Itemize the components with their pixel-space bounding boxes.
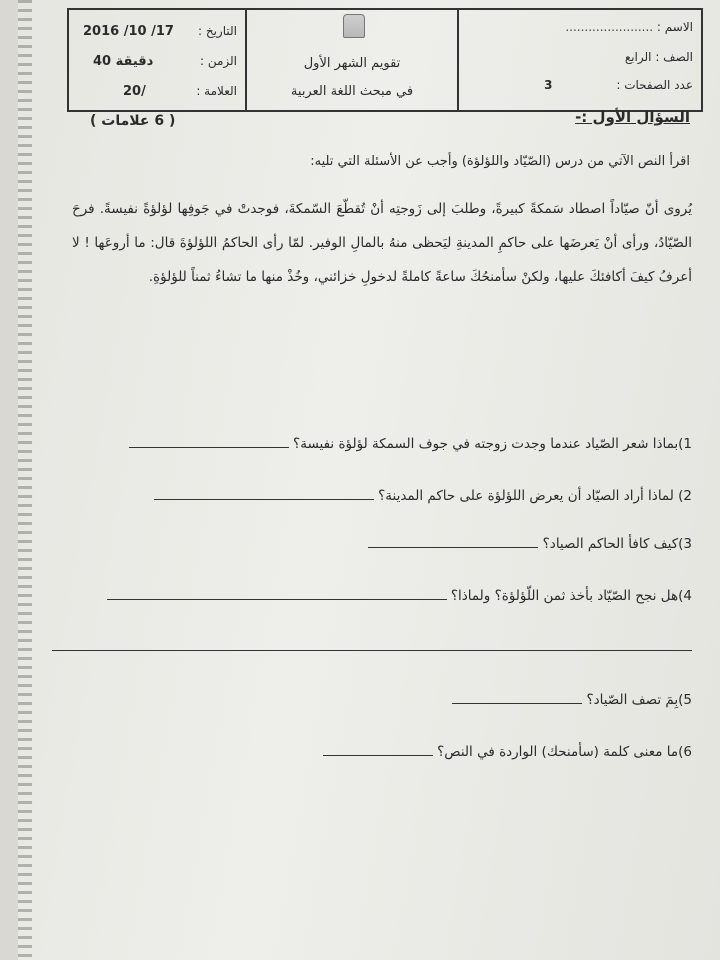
time-label: الزمن :: [199, 54, 237, 68]
school-logo: [343, 14, 365, 38]
exam-subject: في مبحث اللغة العربية: [290, 84, 414, 99]
question-4: [107, 588, 692, 604]
name-dots: .......................: [565, 20, 654, 34]
question-6-text: 6)ما معنى كلمة (سأمنحك) الواردة في النص؟: [437, 744, 692, 760]
question-3: [368, 536, 692, 552]
pages-row: [469, 78, 693, 92]
question-2-text: 2) لماذا أراد الصيّاد أن يعرض اللؤلؤة على حاكم المدينة؟: [378, 488, 692, 504]
header-table: [67, 8, 703, 112]
class-label: الصف : الرابع: [624, 50, 693, 64]
question-2: [154, 488, 692, 504]
question-instruction: اقرأ النص الآتي من درس (الصّيّاد واللؤلؤة) وأجب عن الأسئلة التي تليه:: [310, 154, 690, 169]
exam-title: تقويم الشهر الأول: [303, 56, 401, 71]
answer-line-6[interactable]: [323, 745, 433, 756]
answer-line-1[interactable]: [129, 437, 289, 448]
score-row: [69, 84, 245, 108]
question-heading: السؤال الأول :-: [575, 108, 690, 126]
question-3-text: 3)كيف كافأ الحاكم الصياد؟: [542, 536, 692, 552]
question-1: [129, 436, 692, 452]
notebook-spiral: [18, 0, 32, 960]
date-row: [69, 24, 245, 48]
pages-label: عدد الصفحات :: [616, 78, 693, 92]
time-value: 40 دقيقة: [93, 54, 154, 69]
date-label: التاريخ :: [197, 24, 237, 38]
answer-line-3[interactable]: [368, 537, 538, 548]
answer-line-4b[interactable]: [52, 650, 692, 651]
score-label: العلامة :: [196, 84, 237, 98]
header-info-cell: [69, 10, 247, 110]
header-student-cell: [459, 10, 701, 110]
answer-line-2[interactable]: [154, 489, 374, 500]
question-marks: ( 6 علامات ): [90, 113, 176, 129]
answer-line-4[interactable]: [107, 589, 447, 600]
score-value: 20/: [123, 84, 146, 99]
question-5-text: 5)بِمَ تصف الصّياد؟: [586, 692, 692, 708]
name-row: [469, 20, 693, 34]
header-title-cell: [247, 10, 459, 110]
name-label: الاسم :: [656, 20, 693, 34]
date-value: 2016 /10 /17: [83, 24, 174, 39]
exam-paper: [18, 0, 720, 960]
answer-line-5[interactable]: [452, 693, 582, 704]
pages-value: 3: [544, 78, 553, 92]
question-5: [452, 692, 692, 708]
question-6: [323, 744, 692, 760]
reading-passage: يُروى أنّ صيّاداً اصطاد سَمكةً كبيرةً، وطلبَ إلى زَوجتِه أنْ تُقطّعَ السّمكةَ، فوجدتْ في جَوفِها لؤلؤةً نفيسةً. فرحَ الصّيّادُ، ورأى أنْ يَعرضَها على حاكمِ المدينةِ ليَحظى منهُ بالمالِ الوفير. لمّا رأى الحاكمُ اللؤلؤةَ قال: ما أروعَها ! لا أعرفُ كيفَ أكافئكَ عليها، ولكنْ سأمنحُكَ ساعةً كاملةً لدخولِ خزائني، وخُذْ منها ما تشاءُ ثمناً للؤلؤةِ.: [72, 201, 692, 285]
question-1-text: 1)بماذا شعر الصّياد عندما وجدت زوجته في جوف السمكة لؤلؤة نفيسة؟: [293, 436, 692, 452]
time-row: [69, 54, 245, 78]
question-4-text: 4)هل نجح الصّيّاد بأخذ ثمن اللّؤلؤة؟ ولماذا؟: [450, 588, 692, 604]
